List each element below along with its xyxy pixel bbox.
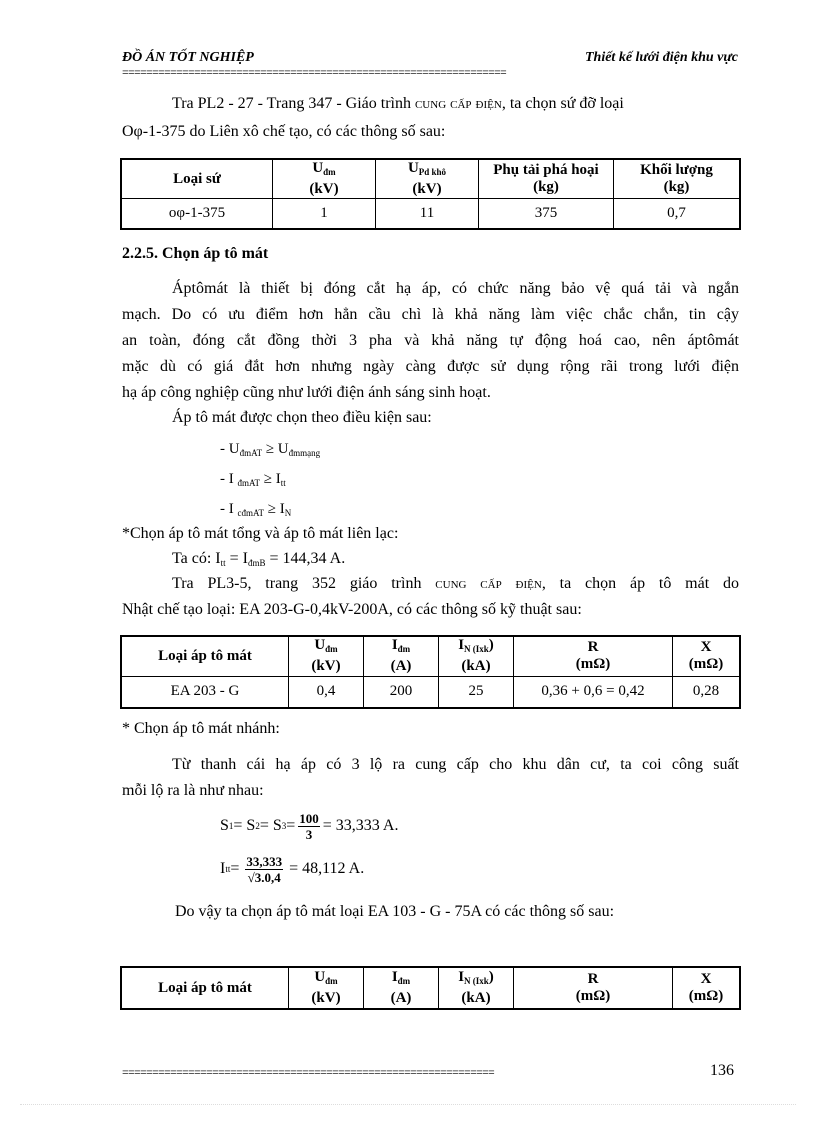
main-breaker-heading: *Chọn áp tô mát tổng và áp tô mát liên lạc: (122, 525, 399, 542)
t1-h-upd: $U_{Pd khô}$ (kV) (376, 159, 479, 199)
branch-breaker-table (120, 966, 741, 1010)
main-breaker-table (120, 635, 741, 709)
equation-current: I tt = $\frac{33,333}{√3.0,4}$ = 48,112 A. (220, 853, 365, 885)
t2-udm: 0,4 (289, 676, 364, 708)
t1-h-type: Loại sứ (121, 159, 273, 199)
condition-intro: Áp tô mát được chọn theo điều kiện sau: (172, 409, 432, 426)
t3-h-udm: $U_{đm}$ (kV) (289, 967, 364, 1009)
t1-mass: 0,7 (614, 199, 741, 229)
t3-h-x: X (mΩ) (673, 967, 741, 1009)
t2-in: 25 (439, 676, 514, 708)
footer-rule: ============================================================== (122, 1068, 495, 1080)
paragraph-3: Do vậy ta chọn áp tô mát loại EA 103 - G - 75A có các thông số sau: (175, 903, 615, 920)
t2-h-in: $I_{N (Ixk}$) (kA) (439, 636, 514, 676)
intro-line-2: Oφ-1-375 do Liên xô chế tạo, có các thông số sau: (122, 123, 446, 140)
header-right: Thiết kế lưới điện khu vực (584, 50, 738, 65)
condition-2: - I $_{đmAT} \ge I_{tt}$ (220, 471, 286, 488)
tra-line-1: Tra PL3-5, trang 352 giáo trình cung cấp điện, ta chọn áp tô mát do (172, 575, 740, 592)
t1-h-udm: $U_{đm}$ (kV) (273, 159, 376, 199)
t2-x: 0,28 (673, 676, 741, 708)
paragraph-1: Áptômát là thiết bị đóng cắt hạ áp, có chức năng bảo vệ quá tải và ngắn mạch. Do có ưu điểm hơn hẳn cầu chì là khả năng làm việc chắc chắn, tin cậy an toàn, đóng cắt đồng thời 3 pha và khả năng tự động hoá cao, nên áptômát mặc dù có giá đắt hơn nhưng ngày càng được sử dụng rộng rãi trong lưới điện hạ áp công nghiệp cũng như lưới điện ánh sáng sinh hoạt. (122, 280, 739, 401)
condition-1: - $U_{đmAT} \ge U_{đmmạng}$ (220, 441, 321, 458)
t2-idm: 200 (364, 676, 439, 708)
page-number: 136 (710, 1062, 734, 1079)
header-left: ĐỒ ÁN TỐT NGHIỆP (122, 50, 254, 65)
branch-heading: * Chọn áp tô mát nhánh: (122, 720, 280, 737)
paragraph-2: Từ thanh cái hạ áp có 3 lộ ra cung cấp cho khu dân cư, ta coi công suất mỗi lộ ra là như nhau: (122, 756, 739, 799)
fraction-current: $\frac{33,333}{√3.0,4}$ (246, 853, 283, 885)
condition-3: - I $_{cđmAT} \ge I_N$ (220, 501, 292, 518)
intro-line-1: Tra PL2 - 27 - Trang 347 - Giáo trình cung cấp điện, ta chọn sứ đỡ loại (172, 95, 624, 112)
t2-type: EA 203 - G (121, 676, 289, 708)
t3-h-in: $I_{N (Ixk}$) (kA) (439, 967, 514, 1009)
t1-load: 375 (479, 199, 614, 229)
t2-h-udm: $U_{đm}$ (kV) (289, 636, 364, 676)
section-heading: 2.2.5. Chọn áp tô mát (122, 245, 269, 262)
t1-h-load: Phụ tải phá hoại (kg) (479, 159, 614, 199)
tra-line-2: Nhật chế tạo loại: EA 203-G-0,4kV-200A, có các thông số kỹ thuật sau: (122, 601, 582, 618)
t2-h-idm: $I_{đm}$ (A) (364, 636, 439, 676)
current-calc: Ta có: $I_{tt} = I_{đmB} = 144,34$ A. (172, 550, 346, 568)
t3-h-type: Loại áp tô mát (121, 967, 289, 1009)
insulator-table (120, 158, 741, 230)
equation-power: S 1 = S 2 = S 3 = $\frac{100}{3}$ = 33,333 A. (220, 810, 399, 842)
t1-type: oφ-1-375 (121, 199, 273, 229)
t2-h-type: Loại áp tô mát (121, 636, 289, 676)
t2-h-r: R (mΩ) (514, 636, 673, 676)
t3-h-r: R (mΩ) (514, 967, 673, 1009)
fraction-100-3: $\frac{100}{3}$ (299, 810, 319, 842)
conditions-list (220, 436, 320, 526)
page-edge-dots (20, 1104, 796, 1105)
header-rule: ================================================================ (122, 68, 507, 80)
t2-r: 0,36 + 0,6 = 0,42 (514, 676, 673, 708)
t1-h-mass: Khối lượng (kg) (614, 159, 741, 199)
t3-h-idm: $I_{đm}$ (A) (364, 967, 439, 1009)
t1-upd: 11 (376, 199, 479, 229)
t1-udm: 1 (273, 199, 376, 229)
t2-h-x: X (mΩ) (673, 636, 741, 676)
